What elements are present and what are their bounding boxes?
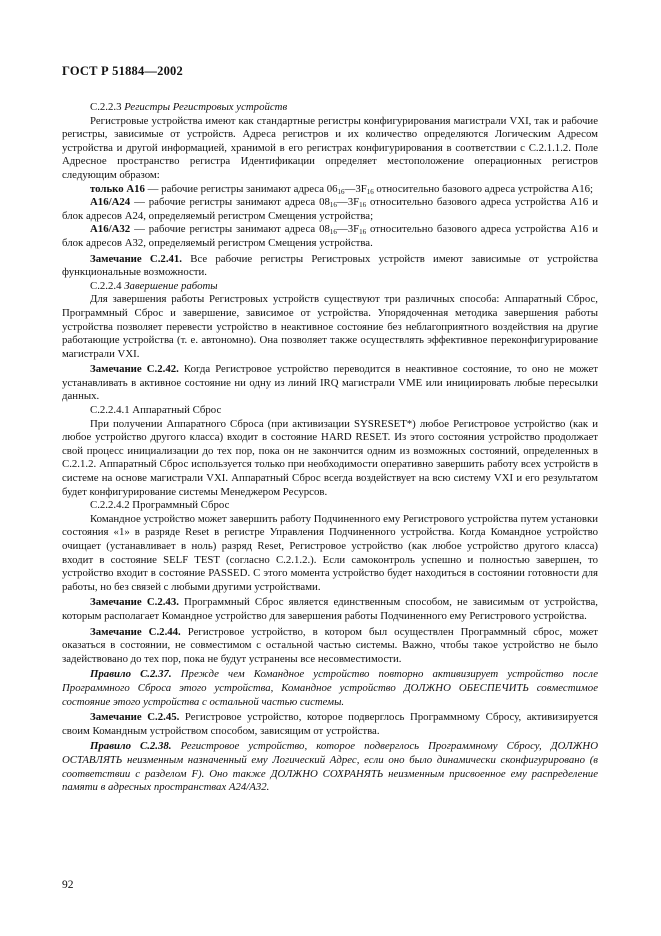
rule-label: Правило С.2.37. [90,668,172,681]
note-c243 [62,596,598,623]
paragraph: При получении Аппаратного Сброса (при активизации SYSRESET*) любое Регистровое устройство (как и любое устройство другого класса) входит в состояние HARD RESET. Из этого состояния устройство продолжает свой процесс инициализации до тех пор, пока он не закончится одним из возможных состояний, определенных в С.2.1.2. Аппаратный Сброс используется только при необходимости оперативно завершить работу всех устройств в системе на основе магистрали VXI. Аппаратный Сброс всегда воздействует на всю систему VXI и его результатом будет конфигурирование системы Менеджером Ресурсов. [62,417,598,498]
definition-text: — рабочие регистры занимают адреса 08 [130,223,330,236]
subscript: 16 [329,228,337,237]
definition-a16 [62,183,598,197]
section-heading-c22242: С.2.2.4.2 Программный Сброс [90,499,230,512]
note-text: Регистровое устройство, которое подверглось Программному Сбросу, активизируется своим Командным устройством способом, зависящим от устройства. [62,711,598,737]
page-header: ГОСТ Р 51884—2002 [62,64,183,78]
paragraph: Командное устройство может завершить работу Подчиненного ему Регистрового устройства путем установки состояния «1» в разряде Reset в регистре Управления Подчиненного устройства. Когда Командное устройство очищает (устанавливает в ноль) разряд Reset, Регистровое устройство (как любое устройство другого класса) входит в состояние SELF TEST (согласно С.2.1.2.). Если самоконтроль успешно и полностью завершен, то устройство входит в состояние PASSED. С этого момента устройство будет находиться в состоянии готовности для работы, но без связей с любыми другими устройствами. [62,512,598,593]
subscript: 16 [359,228,367,237]
definition-term: только А16 [90,182,145,195]
definition-text: относительно базового адреса устройства А16 и блок адресов А32, определяемый регистром Смещения устройства. [62,223,598,249]
section-heading-c2223 [62,101,598,115]
definition-a16-a24 [62,196,598,223]
definition-text: относительно базового адреса устройства А16 и блок адресов А24, определяемый регистром Смещения устройства; [62,196,598,222]
note-c245 [62,711,598,738]
rule-text: Прежде чем Командное устройство повторно активизирует устройство после Программного Сброса этого устройства, Командное устройство ДОЛЖНО ОБЕСПЕЧИТЬ совместимое состояние этого устройства с остальной частью системы. [62,668,598,708]
paragraph: Регистровые устройства имеют как стандартные регистры конфигурирования магистрали VXI, так и рабочие регистры, зависимые от устройств. Адреса регистров и их количество определяются Логическим Адресом устройства и другой информацией, хранимой в его регистрах конфигурирования в соответствии с С.2.1.1.2. Поле Адресное пространство регистра Идентификации определяет местоположение операционных регистров следующим образом: [62,114,598,181]
definition-text: — рабочие регистры занимают адреса 06 [144,182,338,195]
note-c244 [62,626,598,667]
definition-text: —3F [344,182,367,195]
section-heading-c2224 [62,280,598,294]
definition-text: относительно базового адреса устройства А16; [373,182,594,195]
note-label: Замечание С.2.45. [90,711,180,724]
subscript: 16 [366,187,374,196]
subscript: 16 [329,201,337,210]
rule-c238 [62,740,598,794]
rule-c237 [62,668,598,709]
definition-term: А16/А24 [90,196,131,209]
note-label: Замечание С.2.44. [90,625,181,638]
note-c241 [62,253,598,280]
section-heading-c22241: С.2.2.4.1 Аппаратный Сброс [90,404,222,417]
note-label: Замечание С.2.43. [90,596,179,609]
definition-text: —3F [336,196,360,209]
rule-label: Правило С.2.38. [90,740,172,753]
section-number: С.2.2.4 [90,279,122,292]
note-label: Замечание С.2.42. [90,363,179,376]
note-text: Когда Регистровое устройство переводится в неактивное состояние, то оно не может устанавливать в активное состояние ни одну из линий IRQ магистрали VME или инициировать любые пересылки данных. [62,363,598,403]
page-number: 92 [62,879,74,891]
note-c242 [62,363,598,404]
paragraph: Для завершения работы Регистровых устройств существуют три различных способа: Аппаратный Сброс, Программный Сброс и завершение, зависимое от устройства. Упорядоченная методика завершения работы устройства позволяет перевести устройство в неактивное состояние без неблагоприятного воздействия на другие работающие устройства (т. е. автономно). Она позволяет также осуществлять эффективное переконфигурирование магистрали VXI. [62,293,598,360]
subscript: 16 [337,187,345,196]
subscript: 16 [359,201,367,210]
note-text: Все рабочие регистры Регистровых устройств имеют зависимые от устройства функциональные возможности. [62,252,598,279]
note-label: Замечание С.2.41. [90,252,183,265]
section-number: С.2.2.3 [90,101,122,113]
note-text: Регистровое устройство, в котором был осуществлен Программный сброс, может оказаться в состоянии, не совместимом с остальной частью системы. Важно, чтобы такое устройство не было задействовано до тех пор, пока не будут устранены все несовместимости. [62,625,598,665]
definition-text: —3F [336,223,360,236]
section-title: Завершение работы [124,279,218,292]
section-title: Регистры Регистровых устройств [124,101,288,113]
rule-text: Регистровое устройство, которое подверглось Программному Сбросу, ДОЛЖНО ОСТАВЛЯТЬ неизменным назначенный ему Логический Адрес, если оно было динамически сконфигурировано (в соответствии с разделом F). Оно также ДОЛЖНО СОХРАНЯТЬ неизменным присвоенное ему распределение памяти в адресных пространствах А24/А32. [62,740,598,794]
definition-text: — рабочие регистры занимают адреса 08 [130,196,330,209]
document-body [62,101,598,795]
definition-a16-a32 [62,223,598,250]
definition-term: А16/А32 [90,223,131,236]
note-text: Программный Сброс является единственным способом, не зависимым от устройства, которым располагает Командное устройство для завершения работы Подчиненного ему Регистрового устройства. [62,596,598,622]
